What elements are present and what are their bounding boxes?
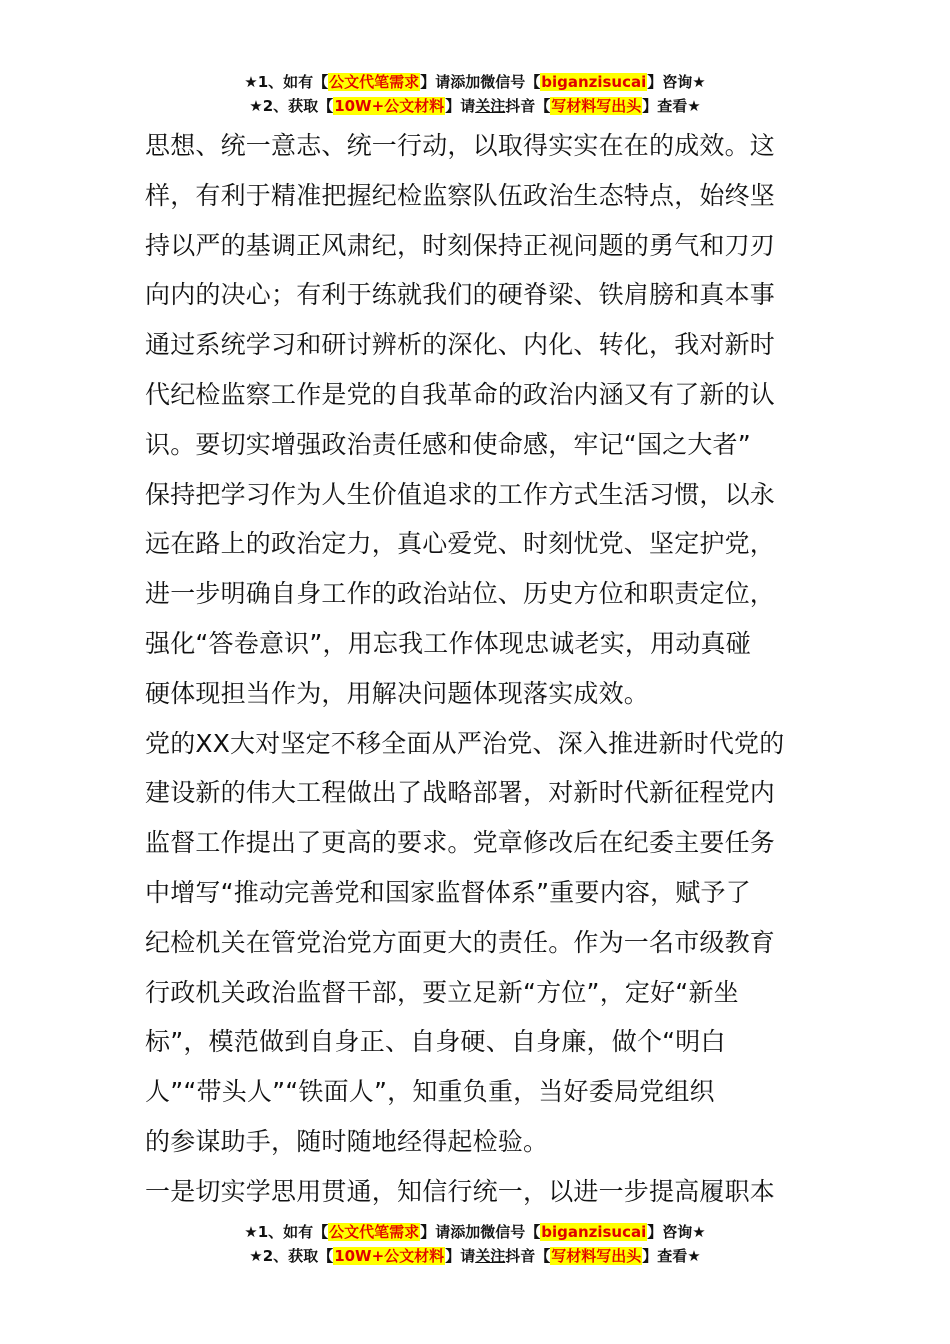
- banner-text: 】请: [445, 1247, 476, 1265]
- banner-line-1: [0, 70, 950, 94]
- body-line: 标”，模范做到自身正、自身硬、自身廉，做个“明白: [145, 1027, 726, 1057]
- banner-text: ★1、如有【: [244, 73, 329, 91]
- body-line: 一是切实学思用贯通，知信行统一，以进一步提高履职本: [145, 1176, 776, 1206]
- banner-underlined-text: 关注: [475, 97, 506, 115]
- body-line: 识。要切实增强政治责任感和使命感，牢记“国之大者”: [145, 429, 751, 459]
- banner-text: ★1、如有【: [244, 1223, 329, 1241]
- banner-text: 】请: [445, 97, 476, 115]
- banner-text: ★2、获取【: [249, 97, 334, 115]
- body-line: 向内的决心；有利于练就我们的硬脊梁、铁肩膀和真本事: [145, 280, 776, 310]
- body-line: 建设新的伟大工程做出了战略部署，对新时代新征程党内: [145, 778, 776, 808]
- banner-highlight: biganzisucai: [541, 1223, 647, 1241]
- body-line: 中增写“推动完善党和国家监督体系”重要内容，赋予了: [145, 877, 751, 907]
- body-line: 远在路上的政治定力，真心爱党、时刻忧党、坚定护党，: [145, 529, 776, 559]
- banner-highlight: 写材料写出头: [551, 97, 642, 115]
- body-line: 纪检机关在管党治党方面更大的责任。作为一名市级教育: [145, 927, 776, 957]
- banner-highlight: 写材料写出头: [551, 1247, 642, 1265]
- header-banner: [0, 70, 950, 118]
- document-body: [145, 121, 810, 1217]
- footer-banner: [0, 1220, 950, 1268]
- body-line: 的参谋助手，随时随地经得起检验。: [145, 1126, 549, 1156]
- body-line: 代纪检监察工作是党的自我革命的政治内涵又有了新的认: [145, 379, 776, 409]
- banner-highlight: 10W+公文材料: [334, 97, 445, 115]
- banner-highlight: biganzisucai: [541, 73, 647, 91]
- body-line: 样，有利于精准把握纪检监察队伍政治生态特点，始终坚: [145, 180, 776, 210]
- banner-text: 】请添加微信号【: [420, 73, 541, 91]
- banner-text: 抖音【: [505, 1247, 551, 1265]
- body-line: 思想、统一意志、统一行动，以取得实实在在的成效。这: [145, 131, 776, 160]
- body-line: 硬体现担当作为，用解决问题体现落实成效。: [145, 678, 650, 708]
- banner-text: 】查看★: [642, 1247, 701, 1265]
- banner-text: ★2、获取【: [249, 1247, 334, 1265]
- banner-text: 抖音【: [505, 97, 551, 115]
- banner-text: 】咨询★: [647, 73, 706, 91]
- banner-line-2: [0, 94, 950, 118]
- banner-line-2: [0, 1244, 950, 1268]
- body-line: 人”“带头人”“铁面人”，知重负重，当好委局党组织: [145, 1077, 715, 1107]
- banner-highlight: 公文代笔需求: [329, 1223, 420, 1241]
- body-line: 通过系统学习和研讨辨析的深化、内化、转化，我对新时: [145, 330, 776, 360]
- body-line: 保持把学习作为人生价值追求的工作方式生活习惯，以永: [145, 479, 776, 509]
- body-line: 进一步明确自身工作的政治站位、历史方位和职责定位，: [145, 579, 776, 609]
- body-line: 行政机关政治监督干部，要立足新“方位”，定好“新坐: [145, 977, 739, 1007]
- banner-text: 】请添加微信号【: [420, 1223, 541, 1241]
- banner-text: 】咨询★: [647, 1223, 706, 1241]
- banner-highlight: 10W+公文材料: [334, 1247, 445, 1265]
- banner-underlined-text: 关注: [475, 1247, 506, 1265]
- banner-line-1: [0, 1220, 950, 1244]
- body-line: 监督工作提出了更高的要求。党章修改后在纪委主要任务: [145, 828, 776, 858]
- body-line: 强化“答卷意识”，用忘我工作体现忠诚老实，用动真碰: [145, 628, 751, 658]
- banner-highlight: 公文代笔需求: [329, 73, 420, 91]
- body-line: 党的XX大对坚定不移全面从严治党、深入推进新时代党的: [145, 728, 785, 758]
- banner-text: 】查看★: [642, 97, 701, 115]
- body-line: 持以严的基调正风肃纪，时刻保持正视问题的勇气和刀刃: [145, 230, 776, 260]
